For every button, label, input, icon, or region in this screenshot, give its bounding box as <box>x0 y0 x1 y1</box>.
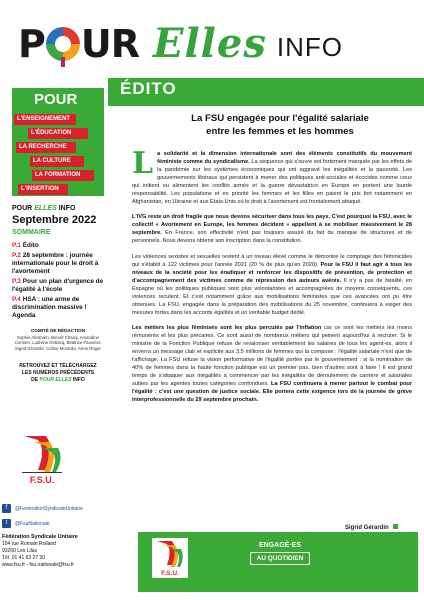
tag-enseignement: L'ENSEIGNEMENT <box>14 114 76 125</box>
masthead-elles: Elles <box>152 20 267 67</box>
masthead <box>0 0 424 76</box>
issue-prefix: POUR <box>12 205 33 212</box>
p4-text: car ce sont les métiers les moins rémunérés et les plus précaires. Ce sont aussi de nombreux métiers qui peinent aujourd'hui à recruter. Si le ministre de la Fonction Publique refuse de revaloriser véritablement les salaires de tous les agent-es, alors il enverra un message clair et explicite aux 3,5 millions de femmes qui la compose : l'égalité salariale n'est que de l'affichage. La FSU refuse la vision performative de l'égalité portée par le gouvernement : si la nomination de 40% de femmes dans la haute fonction publique est un premier pas, bien d'autres sont à faire ! Il est grand temps de s'attaquer aux inégalités à commencer par les inégalités de déroulement de carrière et salariales subies par les agentes toutes catégories confondues. <box>132 324 412 388</box>
toc-page: P.4 <box>12 296 21 303</box>
issue-date: Septembre 2022 <box>12 214 97 226</box>
engage-line-2: AU QUOTIDIEN <box>250 552 311 565</box>
retrouvez-info: INFO <box>72 377 85 384</box>
paragraph-2 <box>132 213 412 245</box>
toc-item[interactable] <box>12 242 104 250</box>
tag-culture: LA CULTURE <box>30 156 84 167</box>
contact-block <box>2 534 102 569</box>
facebook-icon: f <box>2 504 11 513</box>
paragraph-1 <box>132 146 412 206</box>
p2-text: En France, son effectivité n'est pas toujours assuré du fait du manque de structures et de personnels. Nous devons obtenir son inscription dans la constitution. <box>132 230 412 245</box>
twitter-link[interactable] <box>2 519 102 528</box>
sidebar-pour-title: POUR <box>34 91 78 108</box>
signature-name: Sigrid Gérardin <box>345 525 389 531</box>
issue-suffix: INFO <box>58 205 76 212</box>
footer-fsu-logo <box>152 538 188 578</box>
tag-insertion: L'INSERTION <box>18 184 68 195</box>
p3-text-c: Il n'y a pas de fatalité, en Espagne où les politiques publiques sont plus volontaristes et accompagnées de moyens conséquents, ces violences reculent. Et c'est notamment grâce aux mobilisations féministes que ces avancées ont pu être obtenues. La FSU, engagée dans la préparation des mobilisations du 25 novembre, continuera à exiger des mesures fortes dans les accords égalités et un véritable budget dédié. <box>132 277 412 316</box>
toc-page: P.3 <box>12 278 21 285</box>
social-links <box>2 504 102 534</box>
toc-text: HSA : une arme de discrimination massive ! Agenda <box>12 296 87 319</box>
signature <box>345 524 398 531</box>
toc-text: Pour un plan d'urgence de l'égalité à l'école <box>12 278 104 293</box>
masthead-pour-rest: UR <box>80 21 139 66</box>
p2-bold: L'IVG reste un droit fragile que nous devons sécuriser dans tous les pays. C'est pourquoi la FSU, avec le collectif « Avortement en Europe, les femmes décident » appellent à se mobiliser massivement le 28 septembre. <box>132 214 412 237</box>
footer-fsu-text: F.S.U. <box>161 570 179 577</box>
issue-block <box>12 205 104 384</box>
toc-item[interactable] <box>12 252 104 276</box>
engage-slogan <box>238 541 322 565</box>
headline-line-2: entre les femmes et les hommes <box>206 126 354 137</box>
retrouvez-line-2: LES NUMÉROS PRÉCÉDENTS <box>21 370 95 377</box>
p1-bold: a solidarité et la dimension internationale sont des éléments constitutifs du mouvement féministe comme du syndicalisme. <box>157 151 412 166</box>
paragraph-3 <box>132 253 412 317</box>
toc-page: P.2 <box>12 252 21 259</box>
facebook-handle: @FederationSyndicaleUnitaire <box>15 505 83 512</box>
tag-recherche: LA RECHERCHE <box>16 142 76 153</box>
address-line-2: 93260 Les Lilas <box>2 548 38 554</box>
masthead-info: INFO <box>276 32 343 62</box>
paragraph-4 <box>132 324 412 404</box>
p4-bold-c: La FSU continuera à mener partout le combat pour l'égalité : c'est une question de justice sociale. Elle portera cette exigence lors de la journée de grève interprofessionnelle du 29 septembre prochain. <box>132 381 412 404</box>
dropcap: L <box>132 146 154 181</box>
issue-elles: ELLES <box>34 205 57 212</box>
p3-bold: Pour la FSU il faut agir à tous les niveaux de la société pour les éradiquer et renforcer les dispositifs de prévention, de protection et d'accompagnement des victimes comme de répression des auteurs avérés. <box>132 261 412 284</box>
retrouvez-elles: POUR ELLES <box>39 377 72 384</box>
female-symbol-icon <box>46 27 80 61</box>
address-line-1: 104 rue Romain Rolland <box>2 541 56 547</box>
comite-title: COMITÉ DE RÉDACTION <box>30 328 86 333</box>
toc-text: 28 septembre : journée internationale pour le droit à l'avortement <box>12 252 99 275</box>
facebook-link[interactable] <box>2 504 102 513</box>
retrouvez-de: DE <box>31 377 39 384</box>
table-of-contents <box>12 242 104 320</box>
tag-formation: LA FORMATION <box>32 170 94 181</box>
toc-text: Édito <box>22 242 39 249</box>
end-square-icon <box>393 524 398 529</box>
issue-name <box>12 205 104 212</box>
p4-bold-a: Les métiers les plus féminisés sont les plus percutés par l'inflation <box>132 324 322 331</box>
article-body <box>132 146 412 411</box>
masthead-logo <box>18 20 343 67</box>
fsu-logo-text: F.S.U. <box>29 475 55 485</box>
fsu-logo <box>16 432 68 486</box>
tag-education: L'ÉDUCATION <box>28 128 88 139</box>
phone: Tél. 01 41 63 27 30 <box>2 555 46 561</box>
retrouvez-line-1: RETROUVEZ ET TÉLÉCHARGEZ <box>19 363 97 370</box>
edito-title: ÉDITO <box>120 79 177 98</box>
web-email[interactable]: www.fsu.fr - fsu.nationale@fsu.fr <box>2 562 75 568</box>
twitter-handle: @FsuNationale <box>15 520 50 527</box>
sommaire-title: SOMMAIRE <box>12 229 51 236</box>
retrouvez-link[interactable] <box>12 363 104 384</box>
engage-line-1: ENGAGÉ·ES <box>258 542 301 549</box>
twitter-icon: t <box>2 519 11 528</box>
toc-item[interactable] <box>12 278 104 294</box>
article-headline <box>148 112 412 138</box>
masthead-pour <box>18 22 139 66</box>
p3-text-a: Les violences sexistes et sexuelles restent à un niveau élevé comme le démontre le comptage des féminicides qui s'établit à 122 victimes pour l'année 2021 (20 % de plus qu'en 2020). <box>132 253 412 268</box>
org-name: Fédération Syndicale Unitaire <box>2 534 78 540</box>
headline-line-1: La FSU engagée pour l'égalité salariale <box>191 113 369 124</box>
toc-page: P.1 <box>12 242 21 249</box>
sidebar-tags <box>12 114 112 198</box>
masthead-pour-p: P <box>18 21 45 66</box>
p1-text: La séquence qui s'ouvre est fortement marquée par les effets de la pandémie sur les systèmes économiques qui ont aggravé les inégalités et la pauvreté. Les gouvernements libéraux qui persistent à mener des politiques anti-sociales et écocides comme ceux qui initient ou alimentent les conflits armés et la guerre dévastatrice en Europe en portent une lourde responsabilité. Les populations et en priorité les femmes et les filles en paient le prix fort notamment en Afghanistan, en Ukraine et aux Etats-Unis où le droit à l'avortement est frontalement attaqué. <box>132 159 412 206</box>
toc-item[interactable] <box>12 296 104 320</box>
comite-names: Sophie Abraham, Benoît Chaisy, Amandine Cormier, Ludivine Debacq, Béatrice Fauvinet, Sigrid Gérardin, Céline Montolio, Anne Roger <box>14 335 102 351</box>
